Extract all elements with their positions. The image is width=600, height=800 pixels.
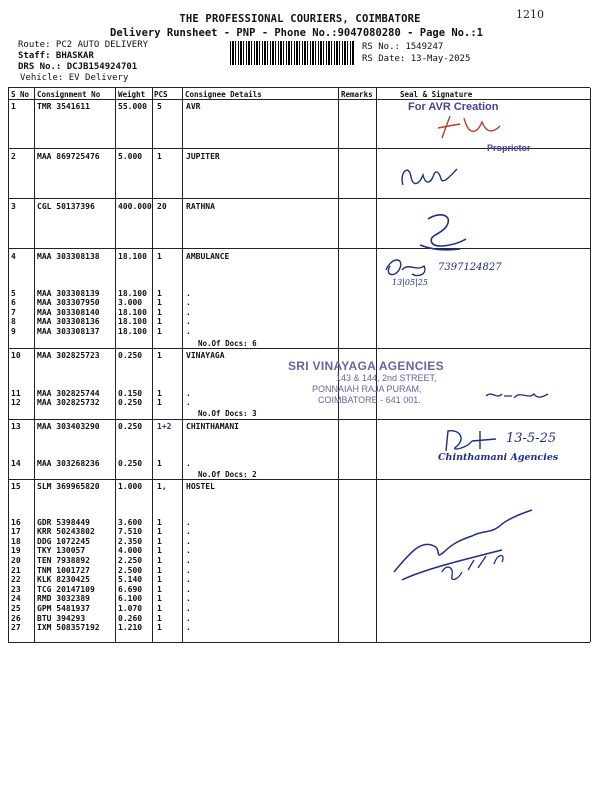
- col-header-consignee: Consignee Details: [185, 90, 262, 99]
- table-rule: [182, 88, 183, 642]
- row-consignee: .: [186, 546, 191, 555]
- row-sno: 20: [11, 556, 21, 565]
- row-sno: 15: [11, 482, 21, 491]
- row-weight: 18.100: [118, 289, 147, 298]
- row-weight: 4.000: [118, 546, 143, 555]
- avr-stamp-top: For AVR Creation: [408, 101, 499, 113]
- row-pcs: 1: [157, 317, 162, 326]
- row-weight: 6.100: [118, 594, 143, 603]
- doc-count: No.Of Docs: 3: [198, 409, 257, 418]
- row-consignment-no: TKY 130057: [37, 546, 86, 555]
- col-header-seal: Seal & Signature: [400, 90, 473, 99]
- table-rule: [8, 642, 590, 643]
- row-pcs: 1: [157, 351, 162, 360]
- vinayaga-stamp-name: SRI VINAYAGA AGENCIES: [288, 359, 444, 373]
- row-weight: 2.350: [118, 537, 143, 546]
- row-consignment-no: MAA 869725476: [37, 152, 100, 161]
- row-weight: 2.500: [118, 566, 143, 575]
- signature-hostel: [382, 500, 542, 590]
- row-pcs: 1: [157, 546, 162, 555]
- row-sno: 5: [11, 289, 16, 298]
- row-consignment-no: MAA 302825732: [37, 398, 100, 407]
- row-pcs: 1: [157, 604, 162, 613]
- row-pcs: 20: [157, 202, 167, 211]
- row-pcs: 1: [157, 252, 162, 261]
- row-pcs: 5: [157, 102, 162, 111]
- row-pcs: 1: [157, 298, 162, 307]
- row-consignee: .: [186, 308, 191, 317]
- row-consignee: AMBULANCE: [186, 252, 230, 261]
- corner-handwritten-number: 1210: [516, 8, 544, 21]
- row-consignment-no: GPM 5481937: [37, 604, 90, 613]
- vinayaga-stamp-address: PONNAIAH RAJA PURAM,: [312, 384, 422, 394]
- row-sno: 23: [11, 585, 21, 594]
- signature-rathna: [410, 205, 480, 253]
- row-consignment-no: RMD 3032389: [37, 594, 90, 603]
- table-rule: [152, 88, 153, 642]
- row-weight: 3.000: [118, 298, 143, 307]
- row-consignee: AVR: [186, 102, 201, 111]
- row-consignment-no: GDR 5398449: [37, 518, 90, 527]
- row-weight: 7.510: [118, 527, 143, 536]
- signature-avr: [430, 112, 510, 144]
- row-pcs: 1: [157, 575, 162, 584]
- table-rule: [115, 88, 116, 642]
- row-pcs: 1: [157, 527, 162, 536]
- company-title: THE PROFESSIONAL COURIERS, COIMBATORE: [179, 13, 421, 25]
- row-pcs: 1: [157, 459, 162, 468]
- row-pcs: 1: [157, 537, 162, 546]
- row-consignee: CHINTHAMANI: [186, 422, 239, 431]
- table-rule: [34, 88, 35, 642]
- row-consignee: .: [186, 585, 191, 594]
- row-consignment-no: KRR 50243802: [37, 527, 95, 536]
- row-consignment-no: MAA 303308136: [37, 317, 100, 326]
- row-consignee: .: [186, 556, 191, 565]
- row-weight: 0.260: [118, 614, 143, 623]
- row-consignment-no: SLM 369965820: [37, 482, 100, 491]
- row-sno: 16: [11, 518, 21, 527]
- row-pcs: 1: [157, 518, 162, 527]
- vinayaga-stamp-address: 143 & 144, 2nd STREET,: [336, 373, 437, 383]
- row-pcs: 1: [157, 585, 162, 594]
- row-consignee: .: [186, 317, 191, 326]
- row-weight: 18.100: [118, 252, 147, 261]
- row-pcs: 1: [157, 308, 162, 317]
- row-sno: 8: [11, 317, 16, 326]
- row-consignee: RATHNA: [186, 202, 215, 211]
- row-consignee: .: [186, 389, 191, 398]
- staff-label: Staff: BHASKAR: [18, 51, 94, 61]
- doc-count: No.Of Docs: 2: [198, 470, 257, 479]
- vehicle-label: Vehicle: EV Delivery: [20, 73, 129, 83]
- table-rule: [8, 348, 590, 349]
- row-weight: 0.150: [118, 389, 143, 398]
- row-sno: 3: [11, 202, 16, 211]
- row-weight: 0.250: [118, 398, 143, 407]
- route-label: Route: PC2 AUTO DELIVERY: [18, 40, 149, 50]
- row-consignee: .: [186, 527, 191, 536]
- row-consignee: .: [186, 623, 191, 632]
- row-consignee: .: [186, 289, 191, 298]
- row-sno: 11: [11, 389, 21, 398]
- col-header-pcs: PCS: [154, 90, 168, 99]
- avr-stamp-bottom: Proprietor: [487, 143, 531, 153]
- row-sno: 19: [11, 546, 21, 555]
- row-weight: 2.250: [118, 556, 143, 565]
- col-header-consignment: Consignment No: [37, 90, 101, 99]
- runsheet-subtitle: Delivery Runsheet - PNP - Phone No.:9047080280 - Page No.:1: [110, 27, 483, 39]
- rs-date: RS Date: 13-May-2025: [362, 54, 471, 64]
- table-rule: [8, 88, 9, 642]
- row-sno: 27: [11, 623, 21, 632]
- row-pcs: 1: [157, 566, 162, 575]
- row-consignment-no: TNM 1001727: [37, 566, 90, 575]
- row-consignment-no: TMR 3541611: [37, 102, 90, 111]
- row-weight: 5.000: [118, 152, 143, 161]
- row-consignment-no: MAA 303308137: [37, 327, 100, 336]
- row-consignment-no: MAA 303268236: [37, 459, 100, 468]
- row-pcs: 1: [157, 389, 162, 398]
- row-weight: 55.000: [118, 102, 147, 111]
- row-consignee: .: [186, 614, 191, 623]
- row-weight: 3.600: [118, 518, 143, 527]
- row-consignment-no: IXM 508357192: [37, 623, 100, 632]
- row-consignment-no: MAA 303308138: [37, 252, 100, 261]
- handwritten-date: 13|05|25: [392, 278, 428, 287]
- row-sno: 13: [11, 422, 21, 431]
- row-pcs: 1: [157, 327, 162, 336]
- row-weight: 0.250: [118, 459, 143, 468]
- row-pcs: 1: [157, 289, 162, 298]
- doc-count: No.Of Docs: 6: [198, 339, 257, 348]
- row-sno: 21: [11, 566, 21, 575]
- handwritten-phone: 7397124827: [438, 262, 502, 273]
- row-weight: 0.250: [118, 351, 143, 360]
- row-sno: 14: [11, 459, 21, 468]
- row-sno: 25: [11, 604, 21, 613]
- row-sno: 4: [11, 252, 16, 261]
- vinayaga-stamp-address: COIMBATORE - 641 001.: [318, 395, 421, 405]
- row-pcs: 1: [157, 556, 162, 565]
- row-weight: 400.000: [118, 202, 152, 211]
- row-consignee: .: [186, 298, 191, 307]
- row-consignment-no: MAA 303308140: [37, 308, 100, 317]
- row-consignment-no: MAA 302825723: [37, 351, 100, 360]
- signature-jupiter: [395, 155, 465, 195]
- row-consignee: HOSTEL: [186, 482, 215, 491]
- row-sno: 7: [11, 308, 16, 317]
- row-consignment-no: MAA 302825744: [37, 389, 100, 398]
- row-sno: 6: [11, 298, 16, 307]
- row-weight: 5.140: [118, 575, 143, 584]
- row-sno: 12: [11, 398, 21, 407]
- row-consignee: .: [186, 604, 191, 613]
- row-weight: 1.070: [118, 604, 143, 613]
- barcode-image: [230, 41, 354, 65]
- row-sno: 18: [11, 537, 21, 546]
- handwritten-date: 13-5-25: [506, 431, 557, 446]
- row-consignment-no: DDG 1072245: [37, 537, 90, 546]
- row-sno: 9: [11, 327, 16, 336]
- row-consignment-no: KLK 8230425: [37, 575, 90, 584]
- row-pcs: 1: [157, 623, 162, 632]
- row-pcs: 1: [157, 398, 162, 407]
- row-weight: 18.100: [118, 308, 147, 317]
- row-consignment-no: MAA 303307950: [37, 298, 100, 307]
- row-consignment-no: TCG 20147109: [37, 585, 95, 594]
- row-sno: 22: [11, 575, 21, 584]
- row-weight: 0.250: [118, 422, 143, 431]
- row-consignment-no: TEN 7938892: [37, 556, 90, 565]
- row-sno: 2: [11, 152, 16, 161]
- row-pcs: 1: [157, 614, 162, 623]
- row-weight: 1.000: [118, 482, 143, 491]
- row-consignee: .: [186, 518, 191, 527]
- row-consignee: .: [186, 459, 191, 468]
- row-consignment-no: CGL 50137396: [37, 202, 95, 211]
- row-pcs: 1+2: [157, 422, 172, 431]
- row-pcs: 1: [157, 152, 162, 161]
- table-rule: [590, 88, 591, 642]
- row-weight: 18.100: [118, 317, 147, 326]
- row-consignee: VINAYAGA: [186, 351, 225, 360]
- row-weight: 1.210: [118, 623, 143, 632]
- table-rule: [8, 198, 590, 199]
- row-consignment-no: BTU 394293: [37, 614, 86, 623]
- signature-vinayaga: [482, 386, 552, 406]
- row-sno: 17: [11, 527, 21, 536]
- row-sno: 24: [11, 594, 21, 603]
- row-consignee: .: [186, 537, 191, 546]
- row-consignee: .: [186, 398, 191, 407]
- table-rule: [8, 419, 590, 420]
- table-rule: [8, 99, 590, 100]
- row-consignment-no: MAA 303403290: [37, 422, 100, 431]
- row-consignee: .: [186, 594, 191, 603]
- col-header-weight: Weight: [118, 90, 146, 99]
- drs-number: DRS No.: DCJB154924701: [18, 62, 138, 72]
- row-consignee: .: [186, 327, 191, 336]
- table-rule: [8, 479, 590, 480]
- col-header-remarks: Remarks: [341, 90, 373, 99]
- col-header-sno: S No: [11, 90, 30, 99]
- row-weight: 6.690: [118, 585, 143, 594]
- row-sno: 26: [11, 614, 21, 623]
- row-consignee: .: [186, 575, 191, 584]
- chinthamani-stamp: Chinthamani Agencies: [438, 452, 559, 463]
- rs-number: RS No.: 1549247: [362, 42, 444, 52]
- row-pcs: 1: [157, 594, 162, 603]
- row-consignee: .: [186, 566, 191, 575]
- row-sno: 10: [11, 351, 21, 360]
- row-consignee: JUPITER: [186, 152, 220, 161]
- table-rule: [8, 87, 590, 88]
- row-sno: 1: [11, 102, 16, 111]
- row-consignment-no: MAA 303308139: [37, 289, 100, 298]
- row-pcs: 1,: [157, 482, 167, 491]
- row-weight: 18.100: [118, 327, 147, 336]
- table-rule: [8, 248, 590, 249]
